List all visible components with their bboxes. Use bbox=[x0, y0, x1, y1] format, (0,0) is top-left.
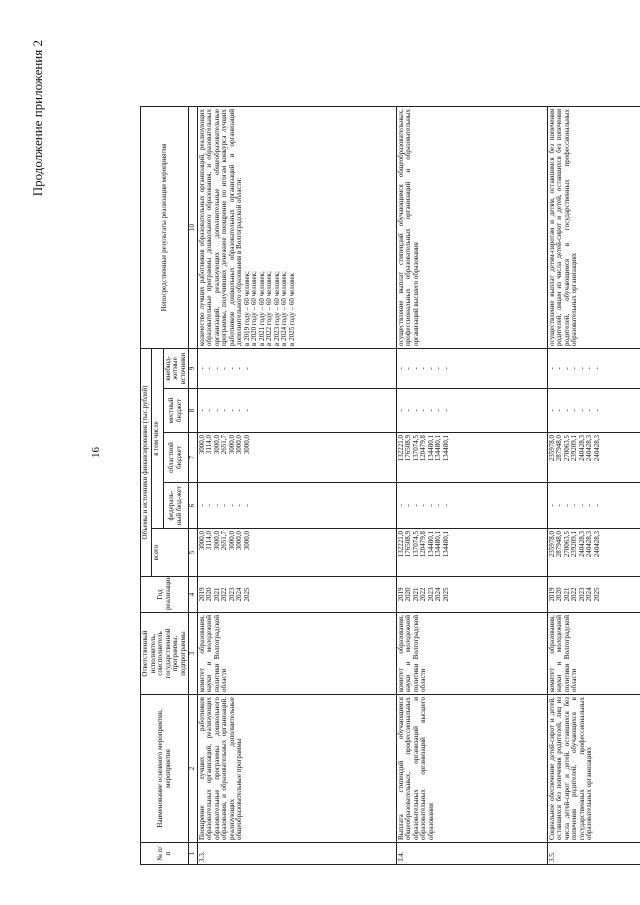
year-value: 2019 bbox=[396, 587, 405, 602]
federal-value: - bbox=[592, 504, 601, 507]
extrabudget-value: - bbox=[411, 367, 420, 370]
regional-value: 240428,3 bbox=[577, 435, 586, 462]
federal-value-cell bbox=[396, 483, 547, 529]
local-value: - bbox=[227, 409, 236, 412]
federal-value: - bbox=[547, 504, 556, 507]
column-number: 10 bbox=[189, 106, 198, 348]
year-value: 2023 bbox=[227, 587, 236, 602]
table-row bbox=[547, 106, 640, 864]
federal-value: - bbox=[434, 504, 442, 507]
federal-value: - bbox=[242, 504, 251, 507]
header-executor: Ответственный исполнитель, соисполнитель государственной программы, подпрограммы bbox=[141, 613, 189, 695]
total-value: 2651,7 bbox=[220, 531, 228, 551]
local-value-cell bbox=[396, 389, 547, 433]
results-text: количество лучших работников образовательных организаций, реализующих образовательные программы дошкольного образования, и образовательных организаций, реализующих дополнительные общеобразовательные программы, получивших денежное поощрение по итогам конкурса лучших работников дошкольных образовательных организаций и организаций дополнительного образования в Волгоградской области: bbox=[197, 108, 243, 346]
extrabudget-value-cell bbox=[547, 348, 640, 388]
activity-name: Социальное обеспечение детей-сирот и детей, оставшихся без попечения родителей, лиц из числа детей-сирот и детей, оставшихся без попечения родителей, обучающихся в государственных профессиональных образовательных организациях bbox=[547, 695, 640, 843]
local-value: - bbox=[419, 409, 427, 412]
extrabudget-value: - bbox=[419, 367, 427, 370]
regional-value: 176508,9 bbox=[404, 435, 412, 462]
header-name: Наименование основного мероприятия, мероприятия bbox=[141, 695, 189, 843]
local-value: - bbox=[592, 409, 601, 412]
column-number: 4 bbox=[189, 577, 198, 613]
regional-value: 120479,8 bbox=[419, 435, 427, 462]
total-value: 240428,3 bbox=[585, 531, 593, 558]
local-value: - bbox=[197, 409, 206, 412]
year-value: 2022 bbox=[220, 587, 228, 602]
federal-value: - bbox=[585, 504, 593, 507]
federal-value: - bbox=[411, 504, 420, 507]
local-value: - bbox=[570, 409, 578, 412]
federal-value: - bbox=[404, 504, 412, 507]
extrabudget-value: - bbox=[404, 367, 412, 370]
table-row bbox=[396, 106, 547, 864]
total-value: 240428,3 bbox=[592, 531, 601, 558]
regional-value: 3000,0 bbox=[235, 435, 243, 455]
year-value: 2025 bbox=[592, 587, 601, 602]
results-text: осуществление выплат стипендий обучающимся общеобразовательных, профессиональных образовательных организаций и образовательных организаций высшего образования bbox=[396, 108, 420, 346]
year-value: 2021 bbox=[411, 587, 420, 602]
year-value: 2020 bbox=[205, 587, 213, 602]
federal-value: - bbox=[555, 504, 563, 507]
header-funding: Объемы и источники финансирования (тыс.рублей) bbox=[141, 348, 152, 576]
year-value: 2024 bbox=[585, 587, 593, 602]
results-list-item: в 2019 году – 60 человек; bbox=[242, 271, 251, 346]
header-results: Непосредственные результаты реализации мероприятия bbox=[141, 106, 189, 348]
extrabudget-value: - bbox=[562, 367, 571, 370]
federal-value: - bbox=[562, 504, 571, 507]
year-value: 2024 bbox=[434, 587, 442, 602]
row-number: 3.5. bbox=[547, 843, 640, 865]
year-value-cell bbox=[396, 577, 547, 613]
regional-value: 3000,0 bbox=[197, 435, 206, 455]
federal-value-cell bbox=[197, 483, 396, 529]
activity-name: Поощрение лучших работников образовательных организаций, реализующих образовательные программы дошкольного образования, и образовательных организаций, реализующих дополнительные общеобразовательные программы bbox=[197, 695, 396, 843]
local-value: - bbox=[242, 409, 251, 412]
extrabudget-value: - bbox=[242, 367, 251, 370]
total-value: 287948,0 bbox=[555, 531, 563, 558]
activity-name: Выплата стипендий обучающимся общеобразовательных, профессиональных образовательных организаций и образовательных организаций высшего образования bbox=[396, 695, 547, 843]
regional-value: 134480,1 bbox=[426, 435, 435, 462]
local-value: - bbox=[411, 409, 420, 412]
executor: комитет образования, науки и молодежной политики Волгоградской области bbox=[547, 613, 640, 695]
local-value: - bbox=[404, 409, 412, 412]
program-table bbox=[140, 106, 640, 865]
regional-value: 132221,0 bbox=[396, 435, 405, 462]
federal-value: - bbox=[577, 504, 586, 507]
extrabudget-value: - bbox=[220, 367, 228, 370]
extrabudget-value: - bbox=[227, 367, 236, 370]
total-value: 3114,0 bbox=[205, 531, 213, 550]
extrabudget-value: - bbox=[592, 367, 601, 370]
regional-value: 134480,1 bbox=[434, 435, 442, 462]
total-value: 270063,5 bbox=[562, 531, 571, 558]
federal-value: - bbox=[419, 504, 427, 507]
year-value-cell bbox=[547, 577, 640, 613]
extrabudget-value: - bbox=[396, 367, 405, 370]
year-value: 2023 bbox=[426, 587, 435, 602]
column-number: 3 bbox=[189, 613, 198, 695]
regional-value: 3000,0 bbox=[227, 435, 236, 455]
local-value: - bbox=[547, 409, 556, 412]
local-value: - bbox=[441, 409, 450, 412]
extrabudget-value: - bbox=[570, 367, 578, 370]
regional-value: 2651,7 bbox=[220, 435, 228, 455]
results-list-item: в 2023 году – 60 человек; bbox=[272, 271, 281, 346]
regional-value: 137074,5 bbox=[411, 435, 420, 462]
total-value-cell bbox=[547, 529, 640, 577]
results-cell bbox=[197, 106, 396, 348]
local-value: - bbox=[235, 409, 243, 412]
local-value: - bbox=[212, 409, 221, 412]
regional-value: 3000,0 bbox=[242, 435, 251, 455]
regional-value: 235978,0 bbox=[547, 435, 556, 462]
local-value: - bbox=[220, 409, 228, 412]
federal-value: - bbox=[212, 504, 221, 507]
year-value: 2025 bbox=[242, 587, 251, 602]
local-value: - bbox=[585, 409, 593, 412]
extrabudget-value: - bbox=[205, 367, 213, 370]
local-value: - bbox=[205, 409, 213, 412]
year-value-cell bbox=[197, 577, 396, 613]
regional-value: 3114,0 bbox=[205, 435, 213, 454]
results-list-item: в 2020 году – 60 человек; bbox=[250, 271, 258, 346]
header-federal: федераль-ный бюд-жет bbox=[163, 483, 189, 529]
year-value: 2022 bbox=[570, 587, 578, 602]
header-no: № п/п bbox=[141, 843, 189, 865]
regional-value: 134480,1 bbox=[441, 435, 450, 462]
local-value: - bbox=[555, 409, 563, 412]
extrabudget-value: - bbox=[585, 367, 593, 370]
results-cell bbox=[396, 106, 547, 348]
extrabudget-value-cell bbox=[396, 348, 547, 388]
federal-value: - bbox=[441, 504, 450, 507]
federal-value: - bbox=[570, 504, 578, 507]
federal-value: - bbox=[235, 504, 243, 507]
results-text: осуществление выплат детям-сиротам и детям, оставшимся без попечения родителей, лицам из числа детей-сирот и детей, оставшихся без попечения родителей, обучающимся в государственных профессиональных образовательных организациях bbox=[547, 108, 578, 346]
regional-value: 240428,3 bbox=[592, 435, 601, 462]
continuation-label: Продолжение приложения 2 bbox=[30, 40, 45, 197]
page-number: 16 bbox=[90, 447, 102, 458]
year-value: 2019 bbox=[197, 587, 206, 602]
federal-value: - bbox=[197, 504, 206, 507]
regional-value-cell bbox=[396, 433, 547, 483]
year-value: 2020 bbox=[555, 587, 563, 602]
header-regional: областной бюджет bbox=[163, 433, 189, 483]
total-value-cell bbox=[396, 529, 547, 577]
total-value: 134480,1 bbox=[441, 531, 450, 558]
total-value: 240428,3 bbox=[577, 531, 586, 558]
results-cell bbox=[547, 106, 640, 348]
header-including: в том числе bbox=[151, 348, 163, 528]
year-value: 2020 bbox=[404, 587, 412, 602]
regional-value: 239209,1 bbox=[570, 435, 578, 462]
federal-value: - bbox=[205, 504, 213, 507]
total-value: 3000,0 bbox=[242, 531, 251, 551]
total-value: 3000,0 bbox=[212, 531, 221, 551]
regional-value: 3000,0 bbox=[212, 435, 221, 455]
column-number: 8 bbox=[189, 389, 198, 433]
column-number-row bbox=[189, 106, 198, 864]
federal-value: - bbox=[227, 504, 236, 507]
year-value: 2021 bbox=[212, 587, 221, 602]
extrabudget-value: - bbox=[547, 367, 556, 370]
regional-value: 270063,5 bbox=[562, 435, 571, 462]
header-year: Год реализации bbox=[141, 577, 189, 613]
extrabudget-value: - bbox=[434, 367, 442, 370]
column-number: 7 bbox=[189, 433, 198, 483]
year-value: 2025 bbox=[441, 587, 450, 602]
row-number: 3.4. bbox=[396, 843, 547, 865]
total-value: 120479,8 bbox=[419, 531, 427, 558]
results-list-item: в 2024 году – 60 человек; bbox=[280, 271, 288, 346]
header-extrabudget: внебюд-жетные источники bbox=[163, 348, 189, 388]
results-list-item: в 2022 году – 60 человек; bbox=[265, 271, 273, 346]
extrabudget-value: - bbox=[212, 367, 221, 370]
column-number: 5 bbox=[189, 529, 198, 577]
total-value: 137074,5 bbox=[411, 531, 420, 558]
year-value: 2024 bbox=[235, 587, 243, 602]
total-value: 134480,1 bbox=[426, 531, 435, 558]
results-list-item: в 2021 году – 60 человек; bbox=[257, 271, 266, 346]
extrabudget-value-cell bbox=[197, 348, 396, 388]
local-value: - bbox=[562, 409, 571, 412]
total-value-cell bbox=[197, 529, 396, 577]
year-value: 2019 bbox=[547, 587, 556, 602]
year-value: 2022 bbox=[419, 587, 427, 602]
regional-value: 287948,0 bbox=[555, 435, 563, 462]
year-value: 2021 bbox=[562, 587, 571, 602]
total-value: 132221,0 bbox=[396, 531, 405, 558]
regional-value-cell bbox=[197, 433, 396, 483]
total-value: 239209,1 bbox=[570, 531, 578, 558]
total-value: 176508,9 bbox=[404, 531, 412, 558]
extrabudget-value: - bbox=[426, 367, 435, 370]
local-value: - bbox=[434, 409, 442, 412]
row-number: 3.3. bbox=[197, 843, 396, 865]
total-value: 235978,0 bbox=[547, 531, 556, 558]
total-value: 134480,1 bbox=[434, 531, 442, 558]
local-value-cell bbox=[197, 389, 396, 433]
total-value: 3000,0 bbox=[197, 531, 206, 551]
results-list-item: в 2025 году – 60 человек bbox=[287, 272, 296, 346]
total-value: 3000,0 bbox=[235, 531, 243, 551]
column-number: 9 bbox=[189, 348, 198, 388]
extrabudget-value: - bbox=[577, 367, 586, 370]
total-value: 3000,0 bbox=[227, 531, 236, 551]
local-value: - bbox=[426, 409, 435, 412]
year-value: 2023 bbox=[577, 587, 586, 602]
federal-value: - bbox=[426, 504, 435, 507]
column-number: 1 bbox=[189, 843, 198, 865]
table-row bbox=[197, 106, 396, 864]
executor: комитет образования, науки и молодежной политики Волгоградской области bbox=[396, 613, 547, 695]
extrabudget-value: - bbox=[197, 367, 206, 370]
extrabudget-value: - bbox=[555, 367, 563, 370]
federal-value-cell bbox=[547, 483, 640, 529]
local-value: - bbox=[577, 409, 586, 412]
local-value-cell bbox=[547, 389, 640, 433]
local-value: - bbox=[396, 409, 405, 412]
executor: комитет образования, науки и молодежной политики Волгоградской области bbox=[197, 613, 396, 695]
extrabudget-value: - bbox=[441, 367, 450, 370]
header-total: всего bbox=[151, 529, 189, 577]
header-local: местный бюджет bbox=[163, 389, 189, 433]
federal-value: - bbox=[220, 504, 228, 507]
regional-value-cell bbox=[547, 433, 640, 483]
column-number: 2 bbox=[189, 695, 198, 843]
federal-value: - bbox=[396, 504, 405, 507]
extrabudget-value: - bbox=[235, 367, 243, 370]
regional-value: 240428,3 bbox=[585, 435, 593, 462]
column-number: 6 bbox=[189, 483, 198, 529]
